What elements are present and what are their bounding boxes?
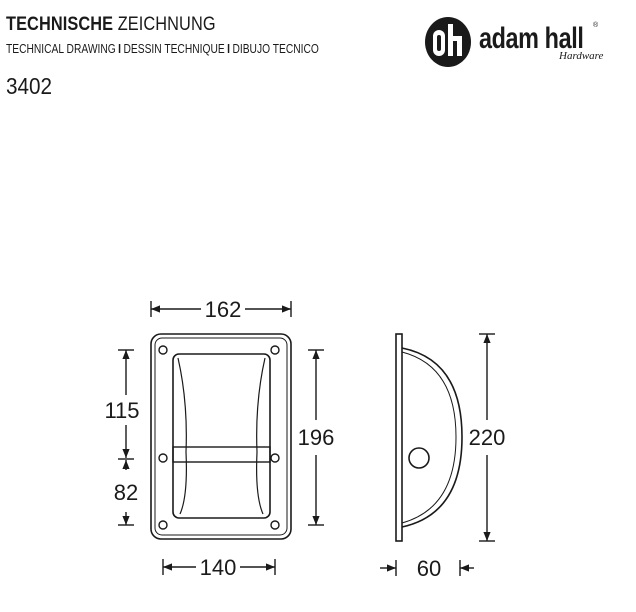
header-title-light: ZEICHNUNG [117, 14, 216, 35]
dim-label-inner-height-bottom: 82 [113, 480, 139, 505]
subtitle-spanish: DIBUJO TECNICO [232, 42, 319, 56]
logo-tagline: Hardware [559, 50, 604, 62]
dim-label-side-height: 220 [468, 425, 506, 450]
front-view [151, 334, 291, 539]
front-inner-plate [155, 338, 287, 535]
dim-label-bottom-width: 140 [199, 555, 237, 580]
front-recess-bevel [178, 358, 265, 514]
subtitle-separator: I [227, 42, 231, 56]
part-number: 3402 [6, 73, 53, 99]
subtitle-french: DESSIN TECHNIQUE [123, 42, 225, 56]
logo-brand-text: adam hall [479, 22, 584, 55]
dim-label-inner-height-top: 115 [104, 398, 140, 423]
side-plate [396, 334, 402, 541]
dim-label-overall-width: 162 [204, 297, 242, 322]
logo-registered-mark: ® [593, 22, 599, 29]
side-view [396, 334, 462, 541]
mounting-holes [159, 346, 279, 529]
subtitle-separator: I [118, 42, 122, 56]
front-recess [173, 354, 270, 518]
dim-label-depth: 60 [416, 556, 442, 581]
dim-label-front-height: 196 [297, 425, 335, 450]
header-title-bold: TECHNISCHE [6, 14, 114, 35]
side-profile [402, 348, 462, 527]
side-hole [409, 448, 429, 468]
subtitle-english: TECHNICAL DRAWING [6, 42, 116, 56]
front-handle-bar [173, 447, 270, 462]
